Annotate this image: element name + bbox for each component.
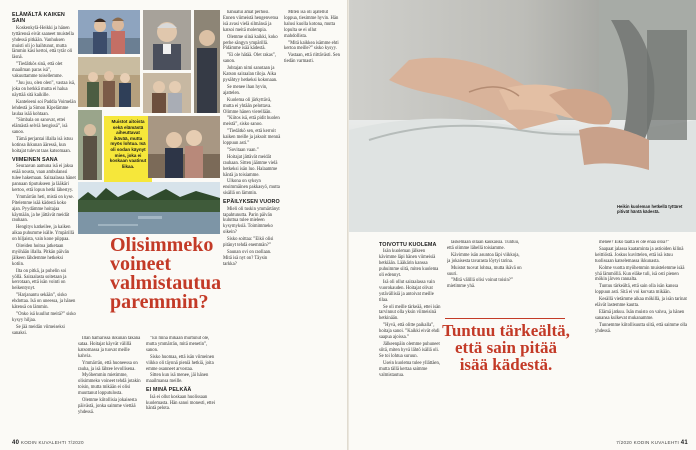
- body-paragraph: Ymmärrän heti, mistä on kyse. Pitelemme isää kädestä koko ajan. Pyydämme hoitajaa käymään, ja he jättävät meidät rauhaan.: [12, 194, 74, 224]
- body-paragraph: Olemme siinä kaikki, koko perhe sängyn ympärillä. Pidämme isää kädestä.: [223, 34, 278, 52]
- man-in-field-photo: [78, 110, 102, 180]
- body-paragraph: Koskenkylä-Heikki ja hänen tyttärensä eivät saaneet muistella yhdessä pitkään. Vanhuksen muisti oli jo haihtunut, mutta lämmin käsi kertoi, että tytär oli läsnä.: [12, 25, 74, 61]
- body-paragraph: Miten isä oli ajatellut loppua, tiesimme hyvin. Hän halusi kuolla kotona, mutta lopulta se ei ollut mahdollista.: [284, 10, 339, 39]
- pull-quote-right: Tuntuu tärkeältä, että sain pitää isää kädestä.: [442, 321, 570, 374]
- body-paragraph: Illan hämärissä ikkunan takana sataa. Hoitajat käyvät välillä katsomassa ja tuovat meille kahvia.: [78, 336, 141, 359]
- body-paragraph: ”Ei ole hätää. Olet rakas”, sanon.: [223, 53, 276, 65]
- body-paragraph: Se oli meille tärkeää, ettei isän tarvinnut olla yksin viimeisinä hetkinään.: [379, 304, 441, 322]
- body-paragraph: Kesällä vietämme aikaa mökillä, ja isän tarinat elävät lastemme kautta.: [595, 297, 687, 309]
- body-paragraph: Hoitajat jättävät meidät rauhaan. Sitten jäämme vielä hetkeksi isän luo. Halaamme häntä ja toisiamme.: [223, 154, 278, 178]
- body-paragraph: Myöhemmin mietimme, olisimmeko voineet tehdä jotakin toisin, mutta mikään ei olisi muuttanut lopputulosta.: [78, 373, 141, 397]
- body-paragraph: Isän kuoleman jälkeen kävimme läpi hänen viimeisiä hetkiään. Lääkärin kanssa puhuimme siitä, miten kuolema oli edennyt.: [379, 249, 439, 279]
- body-paragraph: Kuolema oli järkyttävä, mutta ei yhtään pelottava. Olimme hänen vierellään.: [223, 97, 272, 115]
- body-paragraph: ”Hyvä, että olitte paikalla”, hoitaja sanoi. ”Kaikki eivät ehdi saapua ajoissa.”: [379, 323, 440, 341]
- left-column-2: [78, 336, 142, 434]
- body-paragraph: ”Sovitaan vaan.”: [227, 147, 259, 153]
- body-paragraph: Saunan ovi on raollaan. Mitä isä nyt on? Täysin tarkka?: [223, 249, 272, 267]
- body-paragraph: Tämä perjantai illalla isä istuu kotinsa ikkunan ääressä, kun hoitajat tulevat taas katsomaan.: [12, 137, 73, 154]
- body-paragraph: ”Tiedätkös sinä, että olet maailman paras isä”, vakuuttamme toisellemme.: [12, 62, 63, 80]
- lake-scenery-photo: [78, 182, 220, 234]
- left-page-number: 40: [12, 440, 20, 446]
- body-paragraph: ”Simbala on sanovat, ettei elämästä selviä hengissä”, isä sanoo.: [12, 118, 68, 136]
- quote-rule-top: [445, 318, 565, 319]
- pull-quote-left: Olisimmeko voineet valmistautua paremmin?: [110, 234, 222, 313]
- right-column-1: [379, 240, 443, 435]
- body-paragraph: Jälkeenpäin olemme puhuneet siitä, miten hyvä lähtö isällä oli. Se toi lohtua suruun.: [379, 342, 440, 359]
- section-subhead: EPÄILYKSEN VUORO: [223, 199, 280, 206]
- body-paragraph: Tunnemme kiitollisuutta siitä, että saimme olla yhdessä.: [595, 322, 688, 334]
- body-paragraph: Olemme kiitollisia jokaisesta päivästä, jonka saimme viettää yhdessä.: [78, 398, 137, 415]
- body-paragraph: Tuntuu tärkeältä, että sain olla isän kanssa loppuun asti. Sitä ei voi korvata mikään.: [595, 284, 679, 296]
- grandparents-photo: [143, 73, 191, 113]
- body-paragraph: Elämä jatkuu. Isän muisto on vahva, ja hänen sanansa kulkevat mukanamme.: [595, 309, 685, 321]
- body-paragraph: Ulkona on syksyn ensimmäinen pakkasyö, mutta sisällä on lämmin.: [223, 179, 280, 197]
- body-paragraph: Oireiden hoitoa jatketaan myöhään illalla. Pitkän päivän jälkeen lähdemme hetkeksi kotiin.: [12, 244, 70, 267]
- portrait-photo-right: [194, 10, 220, 113]
- body-paragraph: Hengitys katkeilee, ja kaiken aikaa puhumme isälle. Ympärillä on hiljaista, vain kone piippaa.: [12, 225, 75, 243]
- father-portrait-photo: [143, 10, 191, 70]
- section-subhead: TOIVOTTU KUOLEMA: [379, 242, 437, 248]
- body-paragraph: Isä ei ollut koskaan huolissaan kuolemasta. Hän sanoi monesti, ettei häntä pelota.: [146, 394, 215, 412]
- body-paragraph: Sisko soittaa: ”Eikö olisi pitänyt tehdä enemmän?”: [223, 237, 274, 249]
- body-paragraph: Ymmärrän, että huoneessa on rauha, ja isä lähtee levollisena.: [78, 360, 138, 372]
- body-paragraph: Sisko huomaa, että isän viimeinen viikko oli täynnä pieniä hetkiä, joita emme osanneet arvostaa.: [146, 354, 215, 372]
- body-paragraph: Saapaat jalassa kaataminta ja astioiden kilinä keittiöstä. Joskus kuvittelen, että isä istuu tuolissaan katselemassa ikkunasta.: [595, 246, 684, 264]
- body-paragraph: ”Kiitos isä, että pidit huolen meistä”, sisko sanoo.: [223, 116, 280, 128]
- right-page: [349, 0, 696, 450]
- body-paragraph: Muistot tuovat lohtua, mutta ikävä on suuri.: [447, 265, 522, 277]
- right-footer-magazine: KODIN KUVALEHTI: [633, 440, 680, 445]
- body-paragraph: ”Mitä kaikkea isämme ehti kertoa meille?” sisko kysyy.: [284, 40, 339, 52]
- section-subhead: ELÄMÄLTÄ KAIKEN SAIN: [12, 12, 65, 25]
- body-paragraph: ”Juu juu, olen olen”, vastaa isä, joka on herkkä mutta ei halua näyttää sitä kaikille.: [12, 80, 76, 98]
- left-footer: [12, 440, 84, 446]
- young-couple-photo: [148, 116, 220, 178]
- body-paragraph: Se menee ihan hyvin, ajattelen.: [223, 84, 268, 96]
- body-paragraph: Kanteleeni soi Paddia Voimelän lehdestä ja Simon Kipelämme laulaa isää kohtaan.: [12, 99, 76, 117]
- body-paragraph: Seuraavan aamuna isä ei jaksa enää nousta, vaan ambulanssi tulee hakemaan. Sairaalassa hänet pannaan tiputukseen ja lääkäri kertoo, että lopun hetki lähestyy.: [12, 164, 76, 193]
- left-footer-issue: 7/2020: [67, 440, 84, 445]
- body-paragraph: ”Mitä välillä olisi voinut toisin?” mietimme yhä.: [447, 278, 513, 290]
- left-column-1: [12, 10, 76, 435]
- body-paragraph: Isä oli ollut sairaalassa vain vuorokauden. Hoitajat olivat ystävällisiä ja antoivat meille tilaa.: [379, 279, 435, 303]
- left-column-3: [223, 10, 281, 435]
- body-paragraph: Kävimme isän asuntoa läpi viikkoja, ja jokaisesta tavarasta löytyi tarina.: [447, 252, 520, 264]
- family-photo: [78, 57, 140, 107]
- section-subhead: VIIMEINEN SANA: [12, 156, 58, 163]
- body-paragraph: hahuatui amat perhosi. Ennen viimeistä hengenvetoa isä avasi vielä silmänsä ja katsoi meitä molempia.: [223, 10, 279, 33]
- body-paragraph: Ilta on pitkä, ja puhelin soi yöllä. Sairaalasta soitetaan ja kerrotaan, että isän vointi on heikentynyt.: [12, 268, 67, 292]
- section-subhead: EI MINÄ PELKÄÄ: [146, 387, 192, 394]
- left-column-4: [146, 336, 220, 434]
- body-paragraph: Sitten kun isä menee, jäi hänen maailmansa meille.: [146, 373, 209, 385]
- body-paragraph: menee? Eikö täältä ei ole enää oloa?”: [599, 240, 670, 245]
- left-column-5: [284, 10, 340, 435]
- couple-photo: [78, 10, 140, 54]
- right-footer-issue: 7/2020: [616, 440, 633, 445]
- right-column-3: [595, 240, 689, 435]
- body-paragraph: Johtajan nimi sanotaan ja Katson sairaalan tiloja. Aika pysähtyy hetkeksi kokonaan.: [223, 66, 278, 83]
- body-paragraph: Mieli oli tuskin ymmärtänyt tapahtunutta. Parin päivän kuluttua tulee mieleen kysymyksiä. Toimimmeko oikein?: [223, 206, 280, 236]
- photo-caption-box: Muistot aitoista sekä elämästä aiheuttavat ikävää, mutta myös lohtua. Isä oli sodan käynyt mies, joka ei koskaan vaatinut liikaa.: [104, 116, 152, 184]
- body-paragraph: ”Onko isä kuullut meitä?” sisko kysyy hiljaa.: [12, 312, 76, 323]
- right-page-number: 41: [680, 440, 688, 446]
- right-footer: [616, 440, 688, 446]
- body-paragraph: laskemaan ollaan kaukaisia. Tuntuu, että olimme lähellä toisiamme.: [447, 240, 520, 251]
- body-paragraph: ”En minä mikään murtunut ole, mutta ymmärrän, mitä menetin”, sanon.: [146, 336, 210, 353]
- body-paragraph: Kolme vuotta myöhemmin muistelemme isää yhä lämmöllä. Kun eläke tuli, isä osti pienen mökin järven rannalta.: [595, 265, 685, 283]
- body-paragraph: Vastaan, että riittävästi. Sen tiedän varmasti.: [284, 53, 340, 65]
- hospital-hands-photo: [349, 0, 696, 232]
- left-footer-magazine: KODIN KUVALEHTI: [20, 440, 67, 445]
- body-paragraph: Usein kuolema tulee yllättäen, mutta tällä kertaa saimme valmistautua.: [379, 360, 441, 378]
- right-column-2: [447, 240, 523, 320]
- body-paragraph: ”Tiedätkö sen, että kerroit kaiken meille ja jaksoit mennä loppuun asti.”: [223, 129, 281, 147]
- body-paragraph: ”Harjanantu sekään”, sisko ehdottaa. Isä on uneessa, ja hänen kätensä on lämmin.: [12, 293, 76, 311]
- right-photo-caption: Heikin kuoleman hetkellä tyttäret pitivät häntä kädestä.: [617, 204, 683, 215]
- body-paragraph: Se jää meidän viimeiseksi sanaksi.: [12, 324, 65, 336]
